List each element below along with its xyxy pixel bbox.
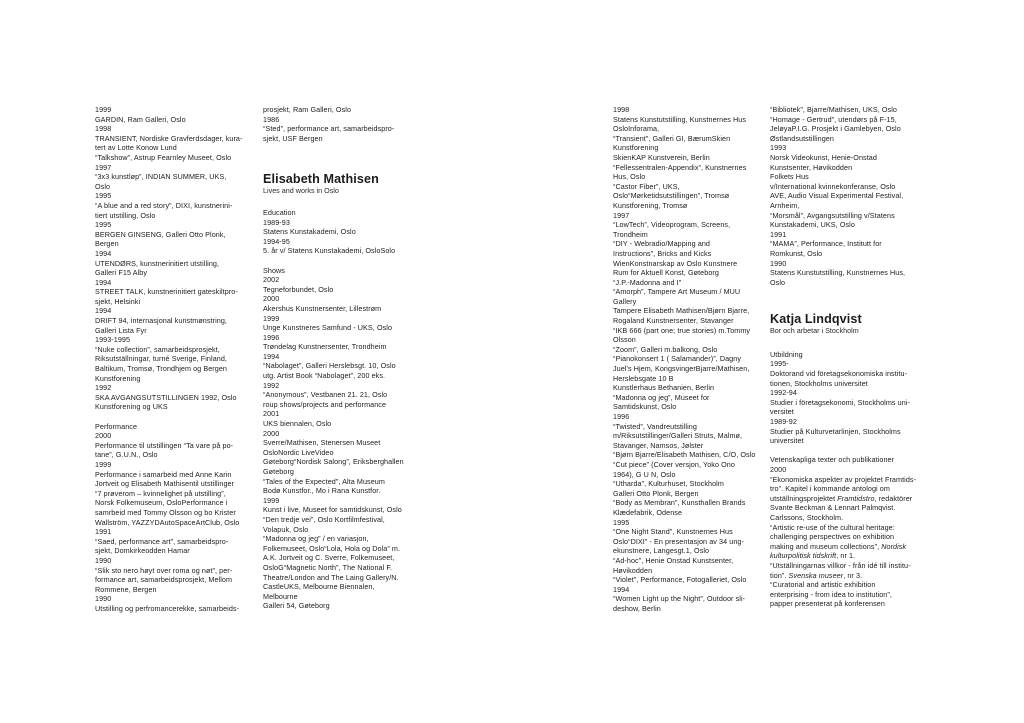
artist-name-heading: Katja Lindqvist [770,312,862,327]
text-line: tion”. Svenska museer, nr 3. [770,570,863,580]
text-line: challenging perspectives on exhibition [770,532,895,542]
text-line: “Saed, performance art”, samarbeidspro- [95,536,229,546]
text-line: AVE, Audio Visual Experimental Festival, [770,191,904,201]
text-line: Shows [263,265,285,275]
text-line: SkienKAP Kunstverein, Berlin [613,152,710,162]
text-line: Carlssons, Stockholm. [770,512,844,522]
text-line: “Body as Membran”, Kunsthallen Brands [613,498,746,508]
text-line: 1996 [613,412,630,421]
text-line: STREET TALK, kunstnerinitiert gateskiltpro- [95,287,238,297]
text-line: Utbildning [770,349,803,359]
text-line: Performance til utstillingen “Ta vare på po- [95,440,234,450]
text-line: CastleUKS, Melbourne Biennalen, [263,582,375,592]
text-line: Gøteborg“Nordisk Salong”, Eriksberghallen [263,457,404,467]
text-line: Romkunst, Oslo [770,248,823,258]
text-line: 2000 [263,294,280,304]
text-line: formance art, samarbeidsprosjekt, Mellom [95,575,233,585]
text-line: making and museum collections”, Nordisk [770,541,907,551]
text-line: DRIFT 94, internasjonal kunstmønstring, [95,316,228,326]
text-line: enterprising - from idea to institution”, [770,589,892,599]
text-line: A.K. Jortveit og C. Sverre, Folkemuseet, [263,553,395,563]
text-line: “Bibliotek”, Bjarre/Mathisen, UKS, Oslo [770,105,897,114]
text-line: Stavanger, Namsos, Jølster [613,440,704,450]
text-line: 1986 [263,114,280,124]
text-line: tro”. Kapitel i kommande antologi om [770,484,890,494]
text-line: Performance i samarbeid med Anne Karin [95,469,232,479]
text-line: deshow, Berlin [613,603,661,613]
text-line: Rogaland Kunstnersenter, Stavanger [613,316,734,326]
text-line: Svante Beckman & Lennart Palmqvist. [770,503,896,513]
text-line: 1997 [95,162,112,172]
text-line: 1993 [770,143,787,153]
text-line: Samtidskunst, Oslo [613,402,677,412]
text-line: “Transient”, Galleri GI, BærumSkien [613,133,731,143]
text-line: Olsson [613,335,636,345]
text-line: Bergen [95,239,119,249]
text-line: Performance [95,421,138,431]
text-line: 1991 [770,229,787,239]
text-line: 1990 [95,555,112,565]
text-line: “J.P.-Madonna and I” [613,277,682,287]
text-line: Klædefabrik, Odense [613,507,683,517]
text-line: “Madonna og jeg”, Museet for [613,392,710,402]
text-line: “Utställningarnas villkor - från idé till institu- [770,560,911,570]
text-line: Oslo [95,181,111,191]
text-line: Oslo“Mørketidsutstillingen”, Tromsø [613,191,730,201]
text-line: “LowTech”, Videoprogram, Screens, [613,220,731,230]
text-line: OsloNordic LiveVideo [263,447,334,457]
text-line: UTENDØRS, kunstnerinitiert utstilling, [95,258,220,268]
text-line: Education [263,207,296,217]
text-line: Instructions”, Bricks and Kicks [613,248,712,258]
text-line: “Den tredje vei”, Oslo Kortfilmfestival, [263,514,385,524]
text-line: sjekt, Helsinki [95,296,141,306]
text-line: Utstilling og perfromancerekke, samarbeids- [95,603,240,613]
text-line: “Sted”, performance art, samarbeidspro- [263,124,395,134]
text-line: “Twisted”, Vandreutstilling [613,421,697,431]
text-line: Gøteborg [263,467,295,476]
text-line: “Zoom”, Galleri m.balkong, Oslo [613,344,718,354]
text-line: Høvikodden [613,565,653,575]
text-line: “One Night Stand”, Kunstnernes Hus [613,527,733,537]
text-line: “Anonymous”, Vestbanen 21. 21, Oslo [263,390,388,400]
artist-location-subtitle: Bor och arbetar i Stockholm [770,326,859,336]
text-line: Studier på Kulturvetarlinjen, Stockholms [770,426,901,436]
text-line: Jortveit og Elisabeth Mathisentil utstillinger [95,479,235,489]
text-line: SKA AVGANGSUTSTILLINGEN 1992, Oslo [95,392,237,402]
text-line: “3x3 kunstløp”, INDIAN SUMMER, UKS, [95,172,227,182]
text-line: Rommene, Bergen [95,584,157,594]
text-line: tionen, Stockholms universitet [770,378,868,388]
text-line: Hus, Oslo [613,172,646,182]
text-line: Kunst i live, Museet for samtidskunst, Oslo [263,505,402,515]
text-line: “Pianokonsert 1 ( Salamander)”, Dagny [613,354,742,364]
text-line: Kunstforening [95,373,141,383]
text-line: Kunstforening, Tromsø [613,200,688,210]
text-line: 1994 [95,248,112,258]
text-line: “Castor Fiber”, UKS, [613,181,680,191]
text-line: Theatre/London and The Laing Gallery/N. [263,572,399,582]
text-line: “Bjørn Bjarre/Elisabeth Mathisen, C/O, Oslo [613,450,756,460]
text-line: papper presenterat på konferensen [770,599,885,609]
text-line: “DIY - Webradio/Mapping and [613,239,710,249]
text-line: Gallery [613,296,637,306]
text-line: 1989-92 [770,417,797,427]
text-line: Oslo“DIXI” - En presentasjon av 34 ung- [613,536,744,546]
text-line: Galleri Otto Plonk, Bergen [613,488,699,498]
text-line: tane”, G.U.N., Oslo [95,450,158,460]
text-line: “A blue and a red story”, DIXI, kunstnerini- [95,200,233,210]
column-4 [770,105,930,609]
text-line: “Artistic re-use of the cultural heritage: [770,522,895,532]
text-line: Galleri F15 Alby [95,268,148,278]
text-line: “Nabolaget”, Galleri Herslebsgt. 10, Oslo [263,361,396,371]
text-line: 2000 [770,465,787,474]
text-line: Akershus Kunstnersenter, Lillestrøm [263,303,382,313]
text-line: utställningsprojektet Framtidstro, redaktörer [770,493,913,503]
column-2 [263,105,423,611]
text-line: sjekt, USF Bergen [263,133,323,143]
text-line: Bodø Kunstfor., Mo i Rana Kunstfor. [263,486,381,496]
text-line: 1997 [613,210,630,220]
column-1 [95,105,255,613]
text-line: 1998 [613,105,630,114]
text-line: WienKonstnarskap av Oslo Kunstnere [613,258,738,268]
artist-name-heading: Elisabeth Mathisen [263,172,379,187]
text-line: m/Riksutstillinger/Galleri Struts, Malmø, [613,431,743,441]
text-line: 1993-1995 [95,335,131,345]
text-line: 1996 [263,332,280,342]
artist-location-subtitle: Lives and works in Oslo [263,186,339,196]
text-line: Wallström, YAZZYDAutoSpaceArtClub, Oslo [95,517,240,527]
text-line: Sverre/Mathisen, Stenersen Museet [263,438,381,448]
text-line: Statens Kunstakademi, Oslo [263,227,356,237]
text-line: 5. år v/ Statens Kunstakademi, OsloSolo [263,246,396,256]
text-line: Arnheim, [770,200,800,210]
text-line: UKS biennalen, Oslo [263,419,332,429]
text-line: “Cut piece” (Cover versjon, Yoko Ono [613,459,735,469]
text-line: 1994 [95,306,112,316]
text-line: Tegneforbundet, Oslo [263,284,334,294]
blank-line [95,412,255,422]
text-line: Folkemuseet, Oslo“Lola, Hola og Dola” m. [263,543,401,553]
text-line: Melbourne [263,591,298,601]
text-line: Studier i företagsekonomi, Stockholms uni- [770,397,910,407]
text-line: 1992-94 [770,388,797,398]
text-line: GARDIN, Ram Galleri, Oslo [95,114,186,124]
blank-line [770,446,930,456]
text-line: Trøndelag Kunstnersenter, Trondheim [263,342,387,352]
text-line: Galleri 54, Gøteborg [263,601,330,611]
text-line: 2000 [263,428,280,438]
text-line: samrbeid med Tommy Olsson og bo Krister [95,507,236,517]
text-line: prosjekt, Ram Galleri, Oslo [263,105,352,114]
text-line: OsloG“Magnetic North”, The National F. [263,562,393,572]
text-line: 1994 [613,584,630,594]
text-line: kulturpolitisk tidskrift, nr 1. [770,551,856,561]
text-line: 1999 [263,495,280,505]
text-line: OsloInforama, [613,124,660,134]
text-line: Oslo [770,277,786,287]
text-line: Kunstforening [613,143,659,153]
text-line: 1994-95 [263,236,290,246]
text-line: “IKB 666 (part one; true stories) m.Tommy [613,325,751,335]
text-line: 1991 [95,527,112,537]
text-line: sjekt, Domkirkeodden Hamar [95,546,190,556]
text-line: Riksutställningar, turné Sverige, Finland, [95,354,228,364]
text-line: “Fellessentralen-Appendix”, Kunstnernes [613,162,747,172]
text-line: “Ekonomiska aspekter av projektet Framtids- [770,474,917,484]
text-line: “Madonna og jeg” / en variasjon, [263,534,369,544]
text-line: BERGEN GINSENG, Galleri Otto Plonk, [95,229,226,239]
text-line: Unge Kunstneres Samfund - UKS, Oslo [263,323,393,333]
text-line: tert av Lotte Konow Lund [95,143,177,153]
text-line: versitet [770,407,794,417]
text-line: Kunstakademi, UKS, Oslo [770,220,855,230]
text-line: Statens Kunstutstilling, Kunstnernes Hus [613,114,747,124]
text-line: “7 prøverom – kvinnelighet på utstilling”, [95,488,226,498]
text-line: “Homage - Gertrud”, utendørs på F-15, [770,114,897,124]
text-line: 1999 [263,313,280,323]
text-line: Norsk Folkemuseum, OsloPerformance i [95,498,228,508]
text-line: Folkets Hus [770,172,809,182]
vertical-space [770,287,771,313]
text-line: roup shows/projects and performance [263,399,387,409]
text-line: Juel's Hjem, KongsvingerBjarre/Mathisen, [613,364,750,374]
text-line: 1964), G U N, Oslo [613,469,676,479]
text-line: Galleri Lista Fyr [95,325,147,335]
text-line: Statens Kunstutstilling, Kunstnernes Hus, [770,268,906,278]
text-line: “Morsmål”, Avgangsutstilling v/Statens [770,210,895,220]
text-line: ekunstnere, Langesgt.1, Oslo [613,546,710,556]
text-line: Baltikum, Tromsø, Trondhjem og Bergen [95,364,227,374]
text-line: 1995 [613,517,630,527]
text-line: 1995 [95,191,112,201]
text-line: universitet [770,436,804,446]
text-line: “MAMA”, Performance, Institutt for [770,239,882,249]
text-line: 1999 [95,459,112,469]
text-line: “Nuke collection”, samarbeidsprosjekt, [95,344,220,354]
text-line: 1990 [770,258,787,268]
text-line: “Violet”, Performance, Fotogalleriet, Oslo [613,575,747,585]
text-line: Østlandsutstillingen [770,133,834,143]
text-line: Kunstforening og UKS [95,402,168,412]
text-line: Volapuk, Oslo [263,524,309,534]
text-line: Rum for Aktuell Konst, Gøteborg [613,268,719,278]
text-line: Trondheim [613,229,648,239]
blank-line [263,256,423,266]
text-line: v/International kvinnekonferanse, Oslo [770,181,896,191]
text-line: 1995 [95,220,112,230]
text-line: “Talkshow”, Astrup Fearnley Museet, Oslo [95,152,232,162]
text-line: “Amorph”, Tampere Art Museum / MUU [613,287,741,297]
text-line: 1994 [263,351,280,361]
text-line: “Curatorial and artistic exhibition [770,580,876,590]
text-line: “Slik sto nero høyt over roma og nøt”, per- [95,565,233,575]
text-line: 1992 [95,383,112,393]
text-line: 1990 [95,594,112,604]
text-line: Vetenskapliga texter och publikationer [770,455,895,465]
text-line: Tampere Elisabeth Mathisen/Bjørn Bjarre, [613,306,750,316]
text-line: Kunstlerhaus Bethanien, Berlin [613,383,715,393]
text-line: “Ad-hoc”, Henie Onstad Kunstsenter, [613,555,734,565]
text-line: 1999 [95,105,112,114]
text-line: Kunstsenter, Høvikodden [770,162,853,172]
vertical-space [770,336,771,350]
text-line: 2000 [95,431,112,441]
column-3 [613,105,773,613]
text-line: 1998 [95,124,112,134]
text-line: 1989-93 [263,217,290,227]
text-line: 2001 [263,409,280,419]
vertical-space [263,196,264,208]
text-line: Norsk Videokunst, Henie-Onstad [770,152,877,162]
text-line: tiert utstilling, Oslo [95,210,156,220]
text-line: 1992 [263,380,280,390]
text-line: TRANSIENT, Nordiske Gravferdsdager, kura- [95,133,243,143]
text-line: “Tales of the Expected”, Alta Museum [263,476,385,486]
text-line: 1995- [770,359,789,369]
text-line: Herslebsgate 10 B [613,373,674,383]
text-line: “Utharda”, Kulturhuset, Stockholm [613,479,724,489]
text-line: utg. Artist Book “Nabolaget”, 200 eks. [263,371,386,381]
text-line: “Women Light up the Night”, Outdoor sli- [613,594,746,604]
text-line: JeløyaP.I.G. Prosjekt i Gamlebyen, Oslo [770,124,901,134]
text-line: Doktorand vid företagsekonomiska institu- [770,369,908,379]
text-line: 2002 [263,275,280,285]
vertical-space [263,143,264,173]
text-line: 1994 [95,277,112,287]
